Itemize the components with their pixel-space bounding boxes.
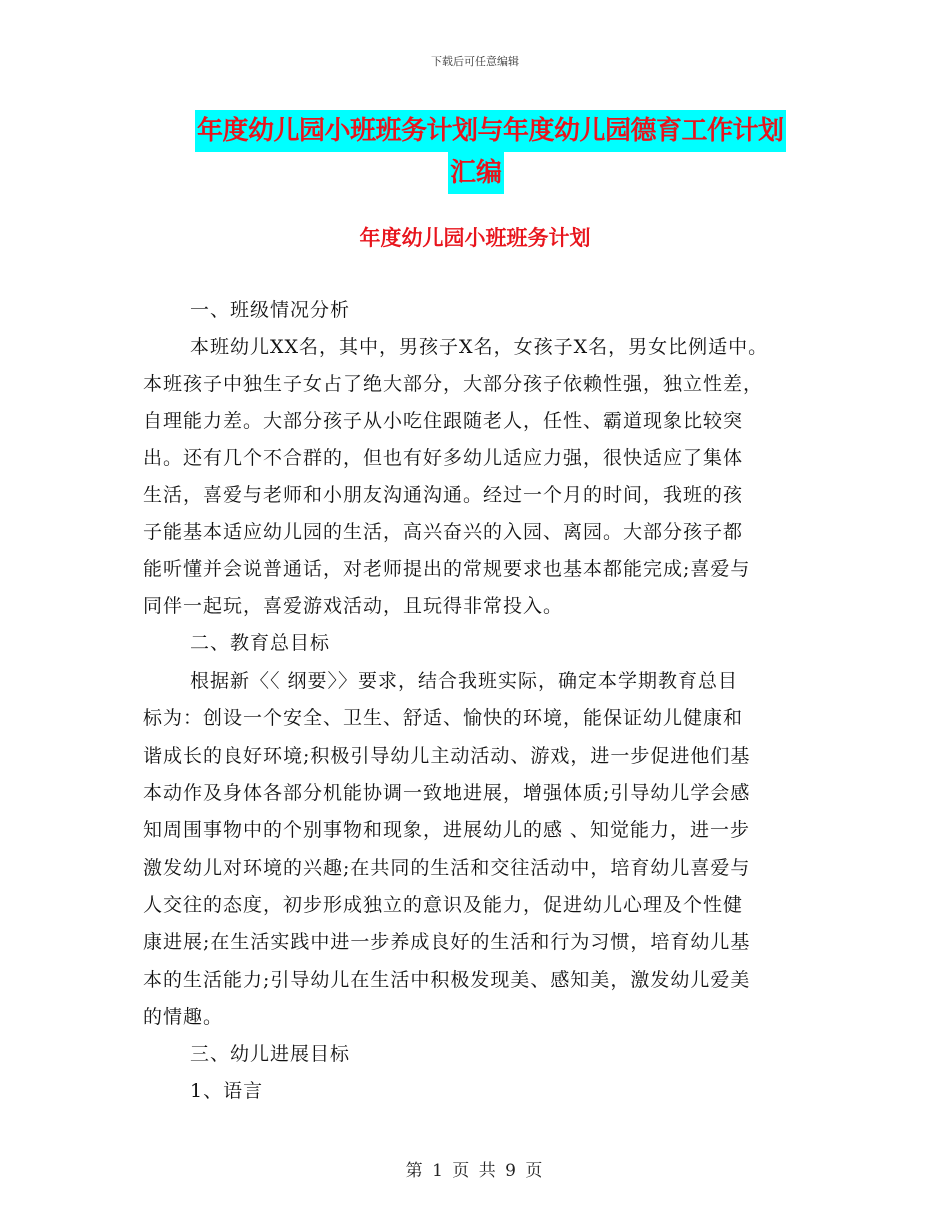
paragraph-line: 激发幼儿对环境的兴趣;在共同的生活和交往活动中，培育幼儿喜爱与 — [143, 857, 751, 879]
paragraph-line: 根据新〈〈 纲要〉〉要求，结合我班实际，确定本学期教育总目 — [190, 670, 739, 692]
paragraph-line: 谐成长的良好环境;积极引导幼儿主动活动、游戏，进一步促进他们基 — [143, 745, 751, 767]
heading-education-goals: 二、教育总目标 — [190, 632, 331, 654]
paragraph-line: 能听懂并会说普通话，对老师提出的常规要求也基本都能完成;喜爱与 — [143, 558, 751, 580]
paragraph-line: 标为：创设一个安全、卫生、舒适、愉快的环境，能保证幼儿健康和 — [143, 707, 744, 729]
paragraph-line: 本动作及身体各部分机能协调一致地进展，增强体质;引导幼儿学会感 — [143, 782, 751, 804]
paragraph-line: 子能基本适应幼儿园的生活，高兴奋兴的入园、离园。大部分孩子都 — [143, 521, 744, 543]
page-header: 下载后可任意编辑 — [431, 55, 519, 68]
heading-language: 1、语言 — [190, 1080, 264, 1102]
heading-class-analysis: 一、班级情况分析 — [190, 299, 351, 321]
section-title: 年度幼儿园小班班务计划 — [359, 226, 591, 250]
paragraph-line: 本的生活能力;引导幼儿在生活中积极发现美、感知美，激发幼儿爱美 — [143, 969, 751, 991]
paragraph-line: 出。还有几个不合群的，但也有好多幼儿适应力强，很快适应了集体 — [143, 447, 744, 469]
paragraph-line: 生活，喜爱与老师和小朋友沟通沟通。经过一个月的时间，我班的孩 — [143, 484, 744, 506]
page-number: 第 1 页 共 9 页 — [405, 1161, 545, 1181]
title-line-2: 汇编 — [448, 152, 504, 194]
paragraph-line: 本班孩子中独生子女占了绝大部分，大部分孩子依赖性强，独立性差， — [143, 373, 764, 395]
paragraph-line: 同伴一起玩，喜爱游戏活动，且玩得非常投入。 — [143, 595, 564, 617]
paragraph-line: 知周围事物中的个别事物和现象，进展幼儿的感 、知觉能力，进一步 — [143, 819, 751, 841]
paragraph-line: 的情趣。 — [143, 1006, 224, 1028]
paragraph-line: 康进展;在生活实践中进一步养成良好的生活和行为习惯，培育幼儿基 — [143, 931, 751, 953]
paragraph-line: 本班幼儿XX名，其中，男孩子X名，女孩子X名，男女比例适中。 — [190, 336, 769, 358]
title-line-1: 年度幼儿园小班班务计划与年度幼儿园德育工作计划 — [195, 110, 786, 152]
paragraph-line: 人交往的态度，初步形成独立的意识及能力，促进幼儿心理及个性健 — [143, 894, 744, 916]
heading-development-goals: 三、幼儿进展目标 — [190, 1043, 351, 1065]
paragraph-line: 自理能力差。大部分孩子从小吃住跟随老人，任性、霸道现象比较突 — [143, 410, 744, 432]
